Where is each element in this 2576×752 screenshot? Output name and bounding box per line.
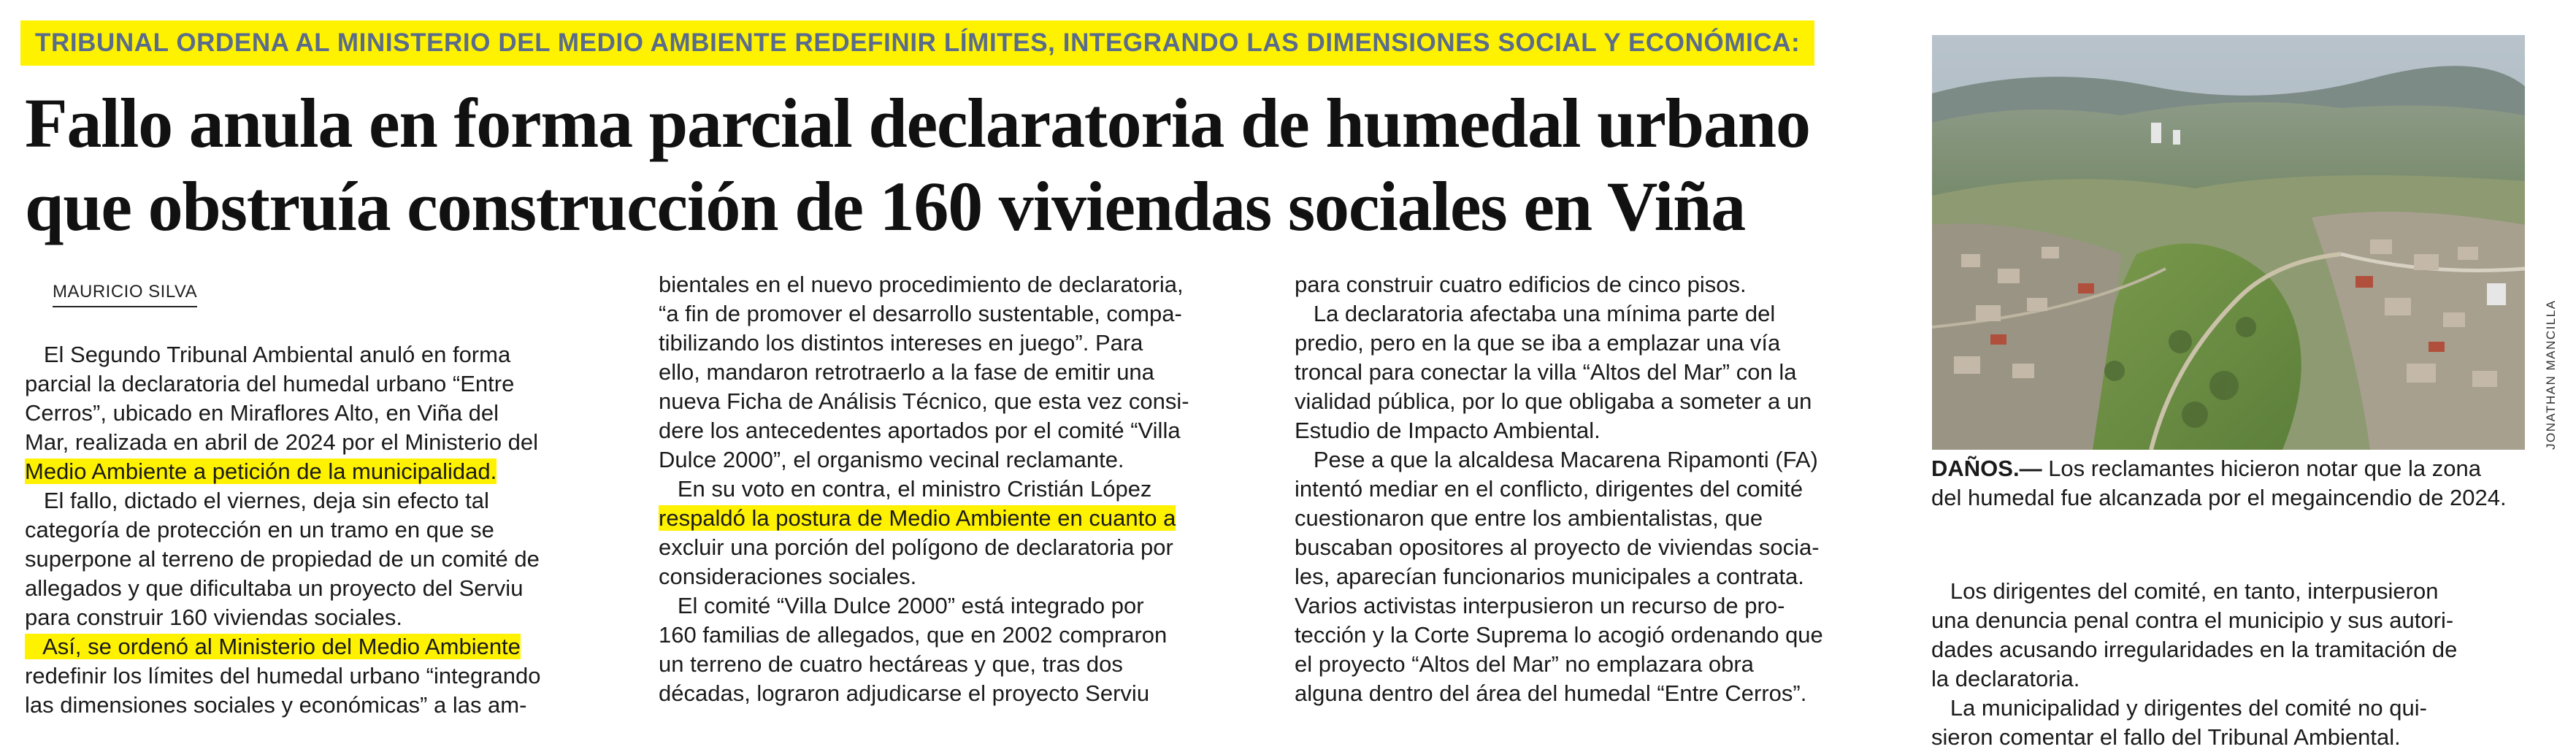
highlighted-text: Medio Ambiente a petición de la municipalidad.: [25, 459, 497, 484]
text-line: les, aparecían funcionarios municipales a contrata.: [1295, 564, 1804, 589]
text-line: Cerros”, ubicado en Miraflores Alto, en Viña del: [25, 400, 499, 426]
text-line: para construir cuatro edificios de cinco pisos.: [1295, 272, 1747, 297]
byline: MAURICIO SILVA: [53, 282, 197, 307]
text-line: allegados y que dificultaba un proyecto del Serviu: [25, 575, 524, 601]
headline: [25, 82, 1923, 248]
text-line: tección y la Corte Suprema lo acogió ordenando que: [1295, 622, 1823, 648]
text-line: Varios activistas interpusieron un recurso de pro-: [1295, 593, 1785, 618]
text-line: ello, mandaron retrotraerlo a la fase de emitir una: [659, 359, 1154, 385]
text-line: La municipalidad y dirigentes del comité no qui-: [1931, 695, 2427, 721]
text-line: vialidad pública, por lo que obligaba a someter a un: [1295, 388, 1812, 414]
text-line: El comité “Villa Dulce 2000” está integrado por: [659, 593, 1144, 618]
article-column-4: [1931, 577, 2457, 752]
text-line: En su voto en contra, el ministro Cristián López: [659, 476, 1152, 502]
aerial-photo: [1932, 35, 2525, 450]
text-line: dere los antecedentes aportados por el comité “Villa: [659, 418, 1181, 443]
text-line: intentó mediar en el conflicto, dirigentes del comité: [1295, 476, 1803, 502]
text-line: [25, 457, 541, 486]
caption-text: Los reclamantes hicieron notar que la zona: [2042, 456, 2481, 481]
text-line: sieron comentar el fallo del Tribunal Ambiental.: [1931, 724, 2401, 750]
text-line: parcial la declaratoria del humedal urbano “Entre: [25, 371, 515, 396]
text-line: El fallo, dictado el viernes, deja sin efecto tal: [25, 488, 489, 513]
text-line: categoría de protección en un tramo en que se: [25, 517, 494, 542]
caption-lead: DAÑOS.—: [1931, 456, 2042, 481]
highlighted-text: Así, se ordenó al Ministerio del Medio Ambiente: [25, 634, 521, 659]
article-column-2: [659, 270, 1189, 708]
text-line: redefinir los límites del humedal urbano “integrando: [25, 663, 541, 688]
text-line: excluir una porción del polígono de declaratoria por: [659, 534, 1173, 560]
article-column-3: [1295, 270, 1823, 708]
text-line: las dimensiones sociales y económicas” a las am-: [25, 692, 527, 718]
headline-line: Fallo anula en forma parcial declaratoria de humedal urbano: [25, 84, 1810, 162]
text-line: nueva Ficha de Análisis Técnico, que esta vez consi-: [659, 388, 1189, 414]
text-line: El Segundo Tribunal Ambiental anuló en forma: [25, 342, 511, 367]
text-line: troncal para conectar la villa “Altos del Mar” con la: [1295, 359, 1797, 385]
text-line: buscaban opositores al proyecto de viviendas socia-: [1295, 534, 1820, 560]
kicker: TRIBUNAL ORDENA AL MINISTERIO DEL MEDIO AMBIENTE REDEFINIR LÍMITES, INTEGRANDO LAS DIMENSIONES SOCIAL Y ECONÓMICA:: [20, 20, 1814, 66]
text-line: superpone al terreno de propiedad de un comité de: [25, 546, 540, 572]
text-line: predio, pero en la que se iba a emplazar una vía: [1295, 330, 1781, 356]
text-line: cuestionaron que entre los ambientalistas, que: [1295, 505, 1763, 531]
text-line: Mar, realizada en abril de 2024 por el Ministerio del: [25, 429, 539, 455]
text-line: “a fin de promover el desarrollo sustentable, compa-: [659, 301, 1182, 326]
text-line: Los dirigentes del comité, en tanto, interpusieron: [1931, 578, 2439, 604]
text-line: [659, 504, 1189, 533]
article-column-1: [25, 340, 541, 720]
headline-line: que obstruía construcción de 160 viviendas sociales en Viña: [25, 167, 1746, 245]
caption-line: [1931, 454, 2507, 483]
text-line: dades acusando irregularidades en la tramitación de: [1931, 637, 2458, 662]
text-line: 160 familias de allegados, que en 2002 compraron: [659, 622, 1168, 648]
text-line: La declaratoria afectaba una mínima parte del: [1295, 301, 1776, 326]
photo-credit: [2528, 35, 2558, 450]
highlighted-text: respaldó la postura de Medio Ambiente en cuanto a: [659, 505, 1176, 531]
text-line: [25, 632, 541, 661]
text-line: alguna dentro del área del humedal “Entre Cerros”.: [1295, 680, 1807, 706]
text-line: una denuncia penal contra el municipio y sus autori-: [1931, 607, 2454, 633]
text-line: tibilizando los distintos intereses en juego”. Para: [659, 330, 1143, 356]
text-line: Dulce 2000”, el organismo vecinal reclamante.: [659, 447, 1124, 472]
text-line: décadas, lograron adjudicarse el proyecto Serviu: [659, 680, 1150, 706]
aerial-photo-illustration: [1932, 35, 2525, 450]
photo-caption: [1931, 454, 2507, 513]
caption-line: del humedal fue alcanzada por el megaincendio de 2024.: [1931, 485, 2507, 510]
text-line: para construir 160 viviendas sociales.: [25, 605, 402, 630]
text-line: Estudio de Impacto Ambiental.: [1295, 418, 1601, 443]
text-line: un terreno de cuatro hectáreas y que, tras dos: [659, 651, 1123, 677]
photo-credit-text: JONATHAN MANCILLA: [2544, 299, 2558, 450]
text-line: la declaratoria.: [1931, 666, 2080, 691]
text-line: consideraciones sociales.: [659, 564, 917, 589]
text-line: Pese a que la alcaldesa Macarena Ripamonti (FA): [1295, 447, 1818, 472]
text-line: el proyecto “Altos del Mar” no emplazara obra: [1295, 651, 1754, 677]
text-line: bientales en el nuevo procedimiento de declaratoria,: [659, 272, 1184, 297]
